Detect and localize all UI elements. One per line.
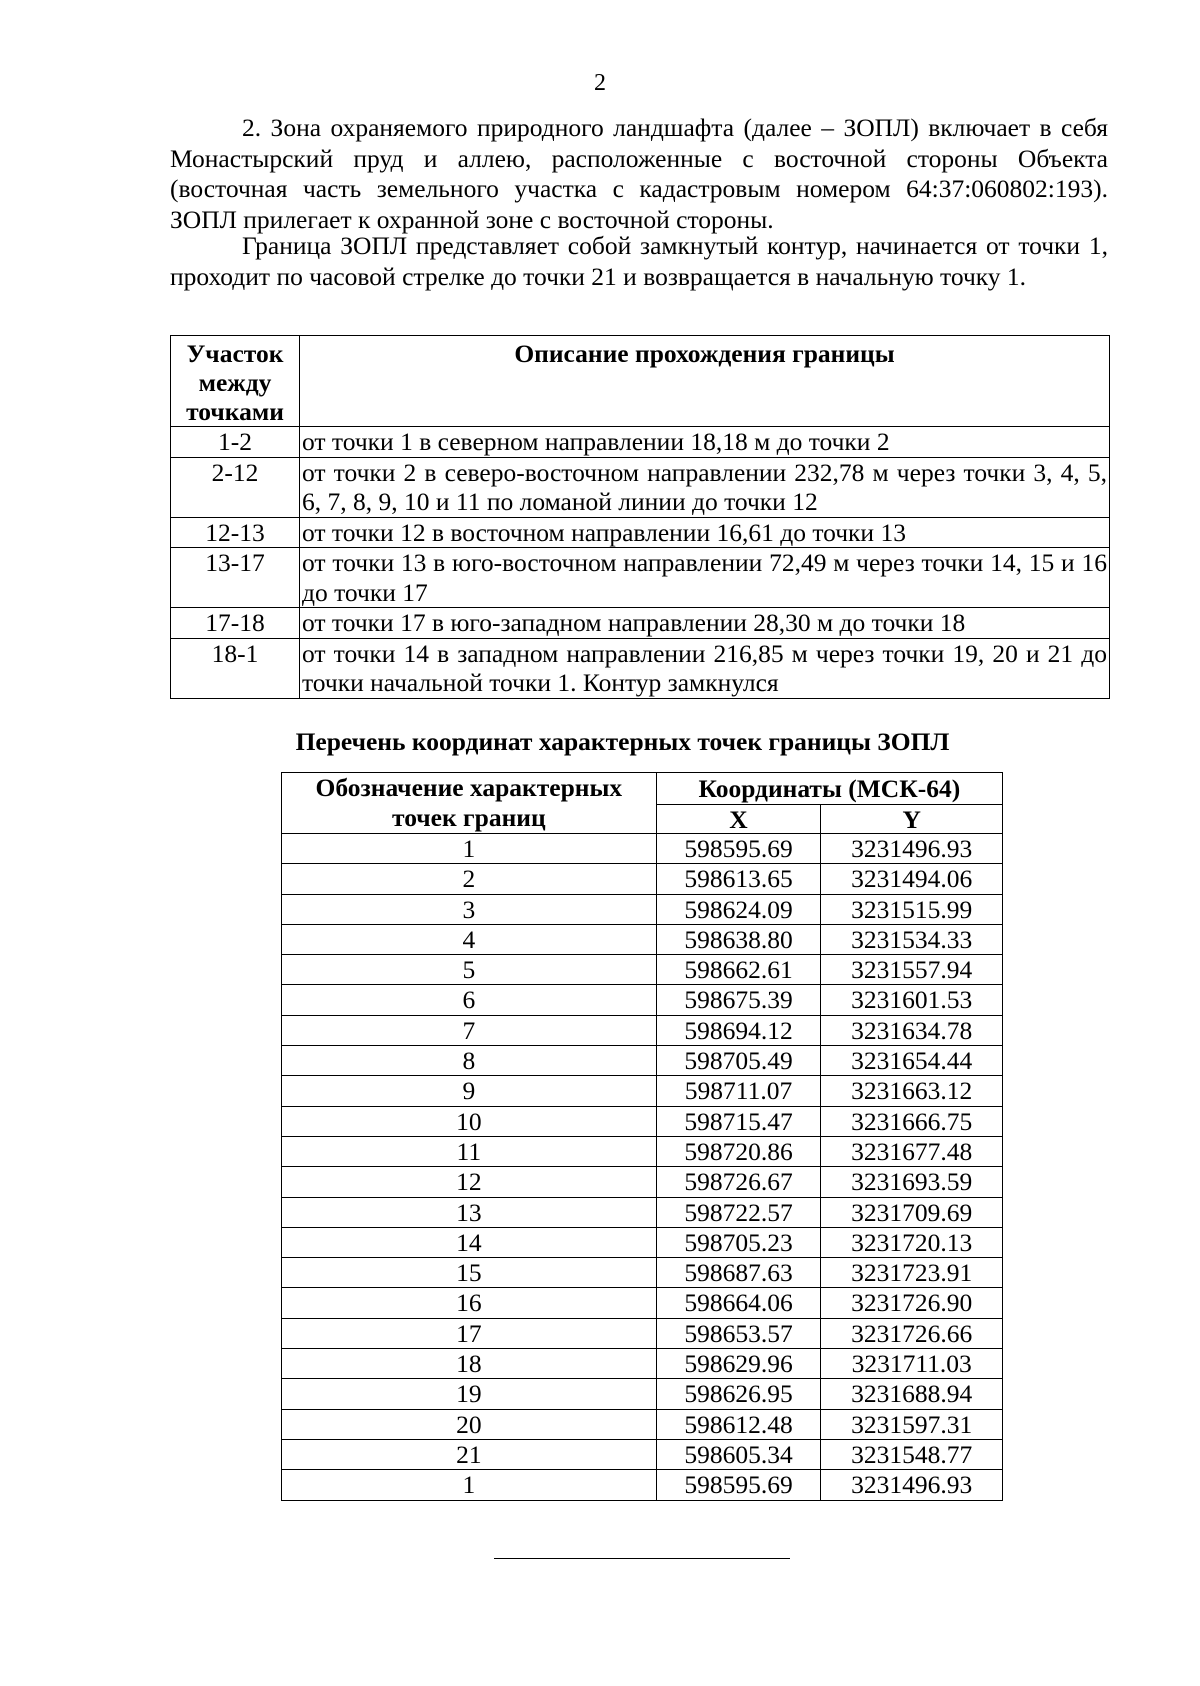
- table-row: [282, 1349, 1003, 1379]
- boundary-table: [170, 335, 1110, 699]
- table-row: [282, 1015, 1003, 1045]
- table-row: [171, 608, 1110, 639]
- coord-cell-y: 3231726.90: [821, 1288, 1003, 1318]
- coord-cell-y: 3231557.94: [821, 955, 1003, 985]
- table-row: [282, 1167, 1003, 1197]
- table-row: [282, 985, 1003, 1015]
- coord-cell-x: 598711.07: [656, 1076, 821, 1106]
- coord-cell-y: 3231723.91: [821, 1258, 1003, 1288]
- coord-cell-y: 3231711.03: [821, 1349, 1003, 1379]
- header-y: Y: [821, 805, 1003, 834]
- table-row: [282, 1258, 1003, 1288]
- description-cell: от точки 13 в юго-восточном направлении 72,49 м через точки 14, 15 и 16 до точки 17: [300, 548, 1110, 608]
- coord-cell-y: 3231677.48: [821, 1136, 1003, 1166]
- coord-cell-x: 598638.80: [656, 924, 821, 954]
- coord-cell-x: 598705.49: [656, 1046, 821, 1076]
- table-row: [282, 1470, 1003, 1500]
- table-row: [282, 1227, 1003, 1257]
- coords-table: [281, 772, 1003, 1501]
- table-row: [282, 894, 1003, 924]
- coord-cell-x: 598722.57: [656, 1197, 821, 1227]
- coord-cell-y: 3231597.31: [821, 1409, 1003, 1439]
- table-row: [282, 955, 1003, 985]
- coord-cell-point: 4: [282, 924, 657, 954]
- coord-cell-x: 598595.69: [656, 834, 821, 864]
- description-cell: от точки 1 в северном направлении 18,18 м до точки 2: [300, 427, 1110, 458]
- coord-cell-y: 3231720.13: [821, 1227, 1003, 1257]
- coord-cell-x: 598694.12: [656, 1015, 821, 1045]
- table-row: [282, 1106, 1003, 1136]
- coord-cell-point: 17: [282, 1318, 657, 1348]
- segment-cell: 18-1: [171, 638, 300, 698]
- coord-cell-x: 598653.57: [656, 1318, 821, 1348]
- coord-cell-point: 11: [282, 1136, 657, 1166]
- coord-cell-point: 21: [282, 1439, 657, 1469]
- table-row: [282, 1409, 1003, 1439]
- coord-cell-y: 3231601.53: [821, 985, 1003, 1015]
- coord-cell-y: 3231709.69: [821, 1197, 1003, 1227]
- header-x: X: [656, 805, 821, 834]
- coord-cell-point: 7: [282, 1015, 657, 1045]
- coord-cell-x: 598705.23: [656, 1227, 821, 1257]
- coord-cell-x: 598626.95: [656, 1379, 821, 1409]
- table-row: [282, 924, 1003, 954]
- paragraph-boundary-description: Граница ЗОПЛ представляет собой замкнутый контур, начинается от точки 1, проходит по часовой стрелке до точки 21 и возвращается в начальную точку 1.: [170, 231, 1108, 291]
- coord-cell-y: 3231693.59: [821, 1167, 1003, 1197]
- coord-cell-x: 598612.48: [656, 1409, 821, 1439]
- coord-cell-point: 12: [282, 1167, 657, 1197]
- coord-cell-point: 13: [282, 1197, 657, 1227]
- coord-cell-y: 3231496.93: [821, 834, 1003, 864]
- header-point-name: Обозначение характерных точек границ: [282, 773, 657, 834]
- segment-cell: 17-18: [171, 608, 300, 639]
- coord-cell-y: 3231534.33: [821, 924, 1003, 954]
- table-row: [282, 1197, 1003, 1227]
- coord-cell-x: 598726.67: [656, 1167, 821, 1197]
- table-row: [282, 1288, 1003, 1318]
- coord-cell-point: 1: [282, 834, 657, 864]
- coord-cell-x: 598624.09: [656, 894, 821, 924]
- coord-cell-y: 3231634.78: [821, 1015, 1003, 1045]
- end-rule: [494, 1558, 790, 1559]
- table-row: [282, 834, 1003, 864]
- coord-cell-y: 3231666.75: [821, 1106, 1003, 1136]
- segment-cell: 2-12: [171, 457, 300, 517]
- header-segment: Участок между точками: [171, 336, 300, 427]
- coord-cell-y: 3231496.93: [821, 1470, 1003, 1500]
- coord-cell-point: 1: [282, 1470, 657, 1500]
- coord-cell-point: 5: [282, 955, 657, 985]
- boundary-table-header: [171, 336, 1110, 427]
- table-row: [171, 457, 1110, 517]
- table-row: [282, 1076, 1003, 1106]
- coord-cell-x: 598664.06: [656, 1288, 821, 1318]
- coord-cell-point: 10: [282, 1106, 657, 1136]
- coord-cell-x: 598605.34: [656, 1439, 821, 1469]
- page-number: 2: [594, 70, 606, 96]
- table-row: [171, 517, 1110, 548]
- coord-cell-point: 20: [282, 1409, 657, 1439]
- segment-cell: 13-17: [171, 548, 300, 608]
- coord-cell-point: 18: [282, 1349, 657, 1379]
- table-row: [282, 864, 1003, 894]
- segment-cell: 1-2: [171, 427, 300, 458]
- description-cell: от точки 12 в восточном направлении 16,61 до точки 13: [300, 517, 1110, 548]
- coord-cell-point: 6: [282, 985, 657, 1015]
- coord-cell-y: 3231494.06: [821, 864, 1003, 894]
- coord-cell-y: 3231688.94: [821, 1379, 1003, 1409]
- coord-cell-x: 598715.47: [656, 1106, 821, 1136]
- description-cell: от точки 2 в северо-восточном направлении 232,78 м через точки 3, 4, 5, 6, 7, 8, 9, 10 и 11 по ломаной линии до точки 12: [300, 457, 1110, 517]
- coord-cell-x: 598675.39: [656, 985, 821, 1015]
- coord-cell-y: 3231654.44: [821, 1046, 1003, 1076]
- paragraph-zone-description: 2. Зона охраняемого природного ландшафта (далее – ЗОПЛ) включает в себя Монастырский пруд и аллею, расположенные с восточной стороны Объекта (восточная часть земельного участка с кадастровым номером 64:37:060802:193). ЗОПЛ прилегает к охранной зоне с восточной стороны.: [170, 113, 1108, 234]
- coord-cell-point: 9: [282, 1076, 657, 1106]
- coord-cell-x: 598595.69: [656, 1470, 821, 1500]
- description-cell: от точки 14 в западном направлении 216,85 м через точки 19, 20 и 21 до точки начальной точки 1. Контур замкнулся: [300, 638, 1110, 698]
- segment-cell: 12-13: [171, 517, 300, 548]
- coord-cell-point: 19: [282, 1379, 657, 1409]
- coord-cell-x: 598613.65: [656, 864, 821, 894]
- table-row: [282, 1136, 1003, 1166]
- coord-cell-x: 598687.63: [656, 1258, 821, 1288]
- table-row: [282, 1318, 1003, 1348]
- coord-cell-y: 3231663.12: [821, 1076, 1003, 1106]
- table-row: [171, 427, 1110, 458]
- coord-cell-point: 14: [282, 1227, 657, 1257]
- table-row: [171, 548, 1110, 608]
- coords-title: Перечень координат характерных точек границы ЗОПЛ: [295, 727, 950, 756]
- coord-cell-x: 598662.61: [656, 955, 821, 985]
- table-row: [282, 1379, 1003, 1409]
- coord-cell-point: 15: [282, 1258, 657, 1288]
- table-row: [282, 1439, 1003, 1469]
- coord-cell-point: 16: [282, 1288, 657, 1318]
- description-cell: от точки 17 в юго-западном направлении 28,30 м до точки 18: [300, 608, 1110, 639]
- header-description: Описание прохождения границы: [300, 336, 1110, 427]
- coord-cell-x: 598720.86: [656, 1136, 821, 1166]
- coord-cell-point: 2: [282, 864, 657, 894]
- coord-cell-y: 3231515.99: [821, 894, 1003, 924]
- coords-table-header: [282, 773, 1003, 805]
- table-row: [171, 638, 1110, 698]
- coord-cell-y: 3231726.66: [821, 1318, 1003, 1348]
- header-coords: Координаты (МСК-64): [656, 773, 1002, 805]
- table-row: [282, 1046, 1003, 1076]
- coord-cell-y: 3231548.77: [821, 1439, 1003, 1469]
- coord-cell-x: 598629.96: [656, 1349, 821, 1379]
- coord-cell-point: 8: [282, 1046, 657, 1076]
- coord-cell-point: 3: [282, 894, 657, 924]
